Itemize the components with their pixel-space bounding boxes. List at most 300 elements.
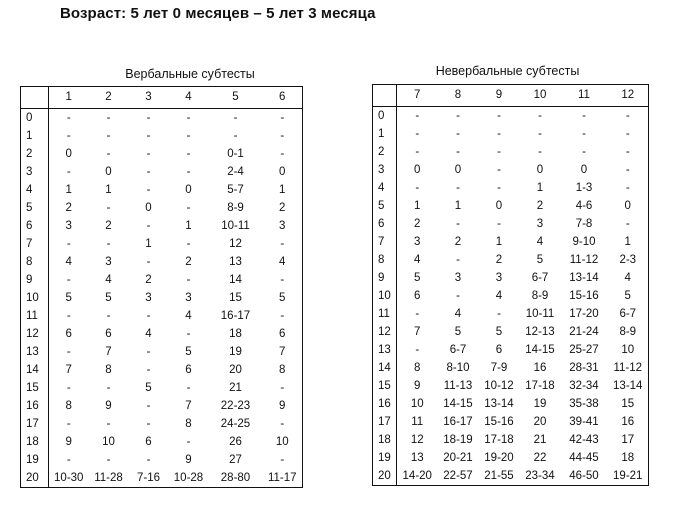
score-cell: -	[186, 202, 191, 214]
score-cell: 32-34	[569, 380, 599, 392]
table-row	[21, 451, 303, 469]
score-cell: 13-14	[608, 377, 649, 395]
score-cell: 2	[536, 200, 544, 212]
score-cell: 6	[65, 328, 72, 340]
score-cell: 11-28	[89, 469, 129, 488]
score-cell: 4	[185, 310, 192, 322]
score-cell: 27	[229, 454, 242, 466]
raw-score-cell: 4	[373, 179, 397, 197]
raw-score-cell: 5	[21, 199, 49, 217]
score-cell: -	[497, 164, 501, 176]
table-row	[21, 217, 303, 235]
score-cell: 7	[65, 364, 72, 376]
score-cell: 0	[105, 166, 112, 178]
score-cell: 0	[263, 163, 303, 181]
table-row	[21, 415, 303, 433]
score-cell: 6	[263, 325, 303, 343]
score-cell: 19	[533, 398, 547, 410]
raw-score-cell: 7	[373, 233, 397, 251]
score-cell: 12	[410, 434, 424, 446]
score-cell: 9	[185, 454, 192, 466]
score-cell: -	[186, 166, 191, 178]
score-cell: 21-55	[479, 467, 520, 486]
table-row	[21, 433, 303, 451]
score-cell: -	[415, 344, 420, 356]
score-cell: 12-13	[525, 326, 555, 338]
score-cell: 15	[608, 395, 649, 413]
raw-score-cell: 18	[21, 433, 49, 451]
score-cell: 11-17	[263, 469, 303, 488]
score-cell: 18	[608, 449, 649, 467]
score-cell: 5	[65, 292, 72, 304]
score-cell: 20	[533, 416, 547, 428]
score-cell: 23-34	[520, 467, 561, 486]
score-cell: 14-15	[443, 398, 473, 410]
score-cell: 13	[410, 452, 424, 464]
raw-score-cell: 16	[373, 395, 397, 413]
score-cell: 10-11	[525, 308, 555, 320]
score-cell: 6	[414, 290, 421, 302]
score-cell: 0	[580, 164, 588, 176]
raw-score-cell: 2	[21, 145, 49, 163]
score-cell: -	[106, 202, 111, 214]
raw-score-cell: 6	[21, 217, 49, 235]
score-cell: 6	[185, 364, 192, 376]
score-cell: 0	[414, 164, 421, 176]
table-row	[21, 469, 303, 488]
score-cell: -	[497, 218, 501, 230]
score-cell: 1	[495, 236, 503, 248]
score-cell: -	[186, 274, 191, 286]
score-cell: 13	[229, 256, 242, 268]
score-cell: 25-27	[569, 344, 599, 356]
score-cell: -	[146, 400, 151, 412]
score-cell: -	[146, 364, 151, 376]
score-cell: 9	[65, 436, 72, 448]
nonverbal-subtests-table	[372, 84, 649, 486]
table-row	[373, 449, 649, 467]
table-row	[21, 307, 303, 325]
score-cell: -	[106, 112, 111, 124]
score-cell: 7	[414, 326, 421, 338]
score-cell: -	[146, 148, 151, 160]
score-cell: 19-21	[608, 467, 649, 486]
raw-score-cell: 12	[373, 323, 397, 341]
score-cell: -	[538, 146, 542, 158]
score-cell: -	[456, 182, 460, 194]
score-cell: 10-30	[49, 469, 89, 488]
score-cell: -	[66, 346, 71, 358]
score-cell: -	[608, 161, 649, 179]
score-cell: 7	[263, 343, 303, 361]
table-row	[21, 145, 303, 163]
table-row	[373, 161, 649, 179]
score-cell: 5	[145, 382, 152, 394]
score-cell: 2	[105, 220, 112, 232]
score-cell: 11-13	[443, 380, 473, 392]
score-cell: 2	[145, 274, 152, 286]
score-cell: -	[582, 128, 586, 140]
score-cell: 16-17	[220, 310, 251, 322]
raw-score-cell: 11	[21, 307, 49, 325]
score-cell: 12	[229, 238, 242, 250]
score-cell: -	[582, 110, 586, 122]
score-cell: 0	[185, 184, 192, 196]
table-row	[21, 235, 303, 253]
table-row	[21, 163, 303, 181]
score-cell: -	[186, 328, 191, 340]
score-cell: -	[66, 130, 71, 142]
score-cell: 17-18	[525, 380, 555, 392]
score-cell: -	[497, 110, 501, 122]
column-header: 12	[608, 85, 649, 107]
raw-score-cell: 14	[373, 359, 397, 377]
score-cell: -	[497, 308, 501, 320]
score-cell: 2	[454, 236, 462, 248]
score-cell: -	[608, 179, 649, 197]
raw-score-cell: 8	[21, 253, 49, 271]
score-cell: 21	[229, 382, 242, 394]
score-cell: 22-57	[438, 467, 479, 486]
score-cell: 0-1	[227, 148, 244, 160]
column-header: 5	[209, 87, 263, 109]
score-cell: -	[263, 109, 303, 128]
column-header: 9	[479, 85, 520, 107]
score-cell: 1-3	[575, 182, 593, 194]
score-cell: 6	[495, 344, 503, 356]
score-cell: 5	[414, 272, 421, 284]
score-cell: 22	[533, 452, 547, 464]
score-cell: 8	[65, 400, 72, 412]
score-cell: 3	[65, 220, 72, 232]
score-cell: -	[106, 130, 111, 142]
score-cell: -	[146, 112, 151, 124]
score-cell: -	[456, 254, 460, 266]
score-cell: 10-28	[169, 469, 209, 488]
score-cell: 9	[105, 400, 112, 412]
score-cell: -	[106, 382, 111, 394]
score-cell: 5	[536, 254, 544, 266]
score-cell: 11-12	[608, 359, 649, 377]
score-cell: 17-18	[484, 434, 514, 446]
score-cell: -	[146, 454, 151, 466]
score-cell: 14-20	[397, 467, 438, 486]
raw-score-cell: 19	[21, 451, 49, 469]
score-cell: 26	[229, 436, 242, 448]
score-cell: -	[497, 182, 501, 194]
score-cell: 3	[414, 236, 421, 248]
table-row	[373, 287, 649, 305]
table-row	[373, 179, 649, 197]
table-row	[21, 271, 303, 289]
score-cell: 3	[495, 272, 503, 284]
score-cell: 2-3	[608, 251, 649, 269]
raw-score-cell: 7	[21, 235, 49, 253]
score-cell: 1	[536, 182, 544, 194]
table-row	[21, 199, 303, 217]
score-cell: -	[263, 451, 303, 469]
score-cell: -	[186, 130, 191, 142]
raw-score-cell: 3	[21, 163, 49, 181]
score-cell: 35-38	[569, 398, 599, 410]
score-cell: -	[263, 145, 303, 163]
score-cell: -	[66, 454, 71, 466]
score-cell: 4	[536, 236, 544, 248]
table-row	[373, 377, 649, 395]
score-cell: -	[66, 238, 71, 250]
score-cell: 13-14	[484, 398, 514, 410]
score-cell: 0	[65, 148, 72, 160]
score-cell: 8-9	[531, 290, 549, 302]
score-cell: 1	[608, 233, 649, 251]
score-cell: -	[186, 436, 191, 448]
score-cell: 19-20	[484, 452, 514, 464]
score-cell: -	[146, 130, 151, 142]
column-header: 11	[561, 85, 608, 107]
score-cell: 10	[102, 436, 115, 448]
score-cell: -	[608, 107, 649, 126]
raw-score-cell: 1	[21, 127, 49, 145]
score-cell: -	[415, 110, 420, 122]
score-cell: 7-9	[490, 362, 508, 374]
score-cell: 10	[608, 341, 649, 359]
raw-score-cell: 15	[21, 379, 49, 397]
corner-cell	[373, 85, 397, 107]
score-cell: 4	[263, 253, 303, 271]
score-cell: 6	[145, 436, 152, 448]
score-cell: 6-7	[449, 344, 467, 356]
score-cell: 10-11	[221, 220, 250, 232]
score-cell: -	[582, 146, 586, 158]
verbal-subtests-table	[20, 86, 303, 488]
score-cell: 7	[185, 400, 192, 412]
score-cell: -	[415, 308, 420, 320]
column-header: 7	[397, 85, 438, 107]
score-cell: 18	[229, 328, 242, 340]
score-cell: 44-45	[569, 452, 599, 464]
table-row	[21, 109, 303, 128]
score-cell: 8-10	[446, 362, 470, 374]
score-cell: -	[146, 256, 151, 268]
score-cell: -	[233, 112, 238, 124]
score-cell: 16-17	[443, 416, 473, 428]
score-cell: -	[146, 346, 151, 358]
table-row	[373, 215, 649, 233]
table-row	[373, 359, 649, 377]
score-cell: -	[456, 146, 460, 158]
column-header: 6	[263, 87, 303, 109]
raw-score-cell: 3	[373, 161, 397, 179]
score-cell: 19	[229, 346, 242, 358]
score-cell: 21-24	[569, 326, 599, 338]
score-cell: 3	[263, 217, 303, 235]
page-title: Возраст: 5 лет 0 месяцев – 5 лет 3 месяца	[60, 5, 376, 22]
score-cell: -	[106, 454, 111, 466]
score-cell: 4	[105, 274, 112, 286]
table-row	[373, 251, 649, 269]
score-cell: 2	[495, 254, 503, 266]
score-cell: -	[106, 238, 111, 250]
table-row	[373, 107, 649, 126]
score-cell: 9-10	[572, 236, 596, 248]
score-cell: 18-19	[443, 434, 473, 446]
score-cell: -	[66, 112, 71, 124]
raw-score-cell: 14	[21, 361, 49, 379]
score-cell: -	[263, 127, 303, 145]
score-cell: -	[608, 125, 649, 143]
raw-score-cell: 20	[21, 469, 49, 488]
table-row	[21, 127, 303, 145]
score-cell: 5-7	[227, 184, 244, 196]
score-cell: -	[415, 146, 420, 158]
raw-score-cell: 16	[21, 397, 49, 415]
raw-score-cell: 0	[21, 109, 49, 128]
score-cell: 1	[414, 200, 421, 212]
score-cell: 6-7	[531, 272, 549, 284]
score-cell: 17	[608, 431, 649, 449]
score-cell: -	[497, 146, 501, 158]
table-row	[373, 269, 649, 287]
score-cell: 3	[454, 272, 462, 284]
raw-score-cell: 15	[373, 377, 397, 395]
score-cell: 0	[454, 164, 462, 176]
score-cell: -	[186, 148, 191, 160]
score-cell: 21	[533, 434, 547, 446]
score-cell: 8	[414, 362, 421, 374]
score-cell: 10	[263, 433, 303, 451]
header-row	[21, 87, 303, 109]
raw-score-cell: 12	[21, 325, 49, 343]
score-cell: 4-6	[575, 200, 593, 212]
score-cell: 20-21	[443, 452, 473, 464]
score-cell: -	[538, 110, 542, 122]
score-cell: 5	[454, 326, 462, 338]
score-cell: -	[497, 128, 501, 140]
score-cell: -	[456, 290, 460, 302]
raw-score-cell: 2	[373, 143, 397, 161]
score-cell: 9	[263, 397, 303, 415]
score-cell: -	[186, 112, 191, 124]
score-cell: 15	[229, 292, 242, 304]
score-cell: 11	[411, 416, 424, 428]
score-cell: 7	[105, 346, 112, 358]
score-cell: 14-15	[525, 344, 555, 356]
score-cell: -	[66, 274, 71, 286]
score-cell: 0	[536, 164, 544, 176]
score-cell: 0	[608, 197, 649, 215]
score-cell: -	[146, 418, 151, 430]
score-cell: -	[66, 382, 71, 394]
score-cell: 4	[414, 254, 421, 266]
score-cell: -	[263, 379, 303, 397]
raw-score-cell: 8	[373, 251, 397, 269]
nonverbal-subtests-caption: Невербальные субтесты	[435, 64, 580, 78]
table-row	[373, 143, 649, 161]
table-row	[21, 361, 303, 379]
raw-score-cell: 19	[373, 449, 397, 467]
table-row	[373, 395, 649, 413]
raw-score-cell: 5	[373, 197, 397, 215]
score-cell: -	[106, 148, 111, 160]
score-cell: -	[263, 271, 303, 289]
score-cell: 2	[65, 202, 72, 214]
score-cell: 20	[229, 364, 242, 376]
score-cell: 4	[454, 308, 462, 320]
verbal-subtests-caption: Вербальные субтесты	[125, 67, 255, 81]
score-cell: 9	[414, 380, 421, 392]
table-row	[373, 305, 649, 323]
score-cell: -	[538, 128, 542, 140]
table-row	[373, 197, 649, 215]
raw-score-cell: 18	[373, 431, 397, 449]
table-row	[373, 233, 649, 251]
score-cell: -	[66, 418, 71, 430]
raw-score-cell: 4	[21, 181, 49, 199]
score-cell: 28-31	[569, 362, 599, 374]
table-row	[21, 397, 303, 415]
table-row	[373, 341, 649, 359]
score-cell: 42-43	[569, 434, 599, 446]
score-cell: 3	[536, 218, 544, 230]
score-cell: 8-9	[227, 202, 244, 214]
raw-score-cell: 10	[21, 289, 49, 307]
score-cell: 1	[185, 220, 192, 232]
score-cell: 10-12	[484, 380, 514, 392]
table-row	[21, 379, 303, 397]
score-cell: 13-14	[569, 272, 599, 284]
score-cell: 17-20	[569, 308, 599, 320]
score-cell: 3	[105, 256, 112, 268]
score-cell: -	[608, 215, 649, 233]
table-row	[21, 289, 303, 307]
score-cell: 2	[185, 256, 192, 268]
score-cell: 5	[495, 326, 503, 338]
score-cell: -	[106, 310, 111, 322]
raw-score-cell: 0	[373, 107, 397, 126]
score-cell: 5	[608, 287, 649, 305]
score-cell: 0	[495, 200, 503, 212]
column-header: 1	[49, 87, 89, 109]
score-cell: 7-16	[129, 469, 169, 488]
score-cell: 8-9	[608, 323, 649, 341]
score-cell: -	[66, 310, 71, 322]
score-cell: 2	[263, 199, 303, 217]
raw-score-cell: 1	[373, 125, 397, 143]
score-cell: 5	[185, 346, 192, 358]
table-row	[21, 343, 303, 361]
score-cell: 16	[608, 413, 649, 431]
score-cell: 11-12	[569, 254, 599, 266]
score-cell: -	[106, 418, 111, 430]
score-cell: 0	[145, 202, 152, 214]
score-cell: -	[146, 184, 151, 196]
score-cell: -	[608, 143, 649, 161]
raw-score-cell: 6	[373, 215, 397, 233]
table-row	[21, 325, 303, 343]
score-cell: -	[456, 218, 460, 230]
score-cell: -	[415, 182, 420, 194]
score-cell: -	[415, 128, 420, 140]
table-row	[373, 125, 649, 143]
score-cell: 46-50	[561, 467, 608, 486]
table-row	[21, 181, 303, 199]
column-header: 3	[129, 87, 169, 109]
score-cell: 6-7	[608, 305, 649, 323]
score-cell: 8	[263, 361, 303, 379]
score-cell: 2-4	[227, 166, 244, 178]
score-cell: 1	[454, 200, 462, 212]
table-row	[373, 467, 649, 486]
